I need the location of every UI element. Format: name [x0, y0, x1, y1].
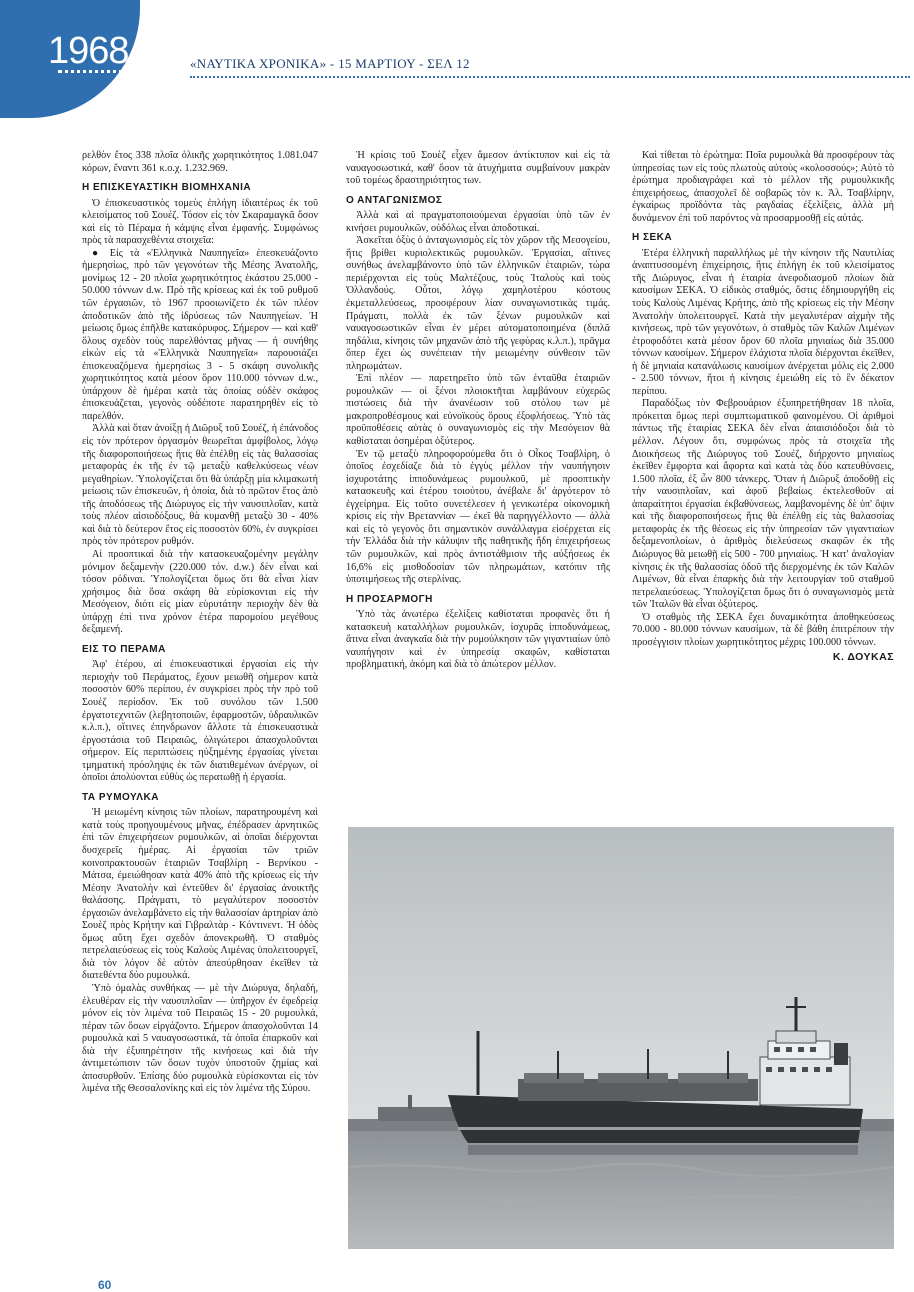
page-number: 60 — [98, 1278, 112, 1292]
paragraph: Ἑτέρα ἑλληνικὴ παραλλήλως μὲ τὴν κίνησιν τῆς Ναυτιλίας ἀναπτυσσομένη ἐπιχείρησις, ἥτις ἐπλήγη ἐκ τοῦ κλεισίματος τῆς Διώρυγος, εἶναι ἡ ἑταιρία ἀνεφοδιασμοῦ πλοίων διὰ καυσίμων ΣΕΚΑ. Ὁ εἰδικὸς σταθμός, ὅστις ἐδημιουργήθη εἰς τοὺς Καλοὺς Λιμένας Κρήτης, ἀπὸ τῆς κρίσεως εἰς τὴν Μέσην Ἀνατολὴν ὑπολειτουργεῖ. Κατὰ τὴν μεγαλυτέραν αἰχμὴν τῆς κινήσεως, πρὸ τῶν γεγονότων, ὁ σταθμὸς τῶν Καλῶν Λιμένων ἐτροφοδότει κατὰ μέσον ὅρον 60 πλοῖα μηνιαίως διὰ 35.000 τόννων καυσίμων. Σήμερον ἐλάχιστα πλοῖα διέρχονται ἐκεῖθεν, ἡ δὲ μηνιαία κατανάλωσις καυσίμων ἀνέρχεται μόλις εἰς 2.000 - 2.500 τόννων, ἤτοι ἡ κίνησις ἐμειώθη εἰς τὸ ἓν δέκατον περίπου. — [632, 247, 894, 397]
paragraph: Ὁ σταθμὸς τῆς ΣΕΚΑ ἔχει δυναμικότητα ἀποθηκεύσεως 70.000 - 80.000 τόννων καυσίμων, τὰ δὲ βάθη ἐπιτρέπουν τὴν προσέγγισιν πλοίων χωρητικότητος μέχρις 100.000 τόννων. — [632, 611, 894, 648]
paragraph: Αἱ προοπτικαὶ διὰ τὴν κατασκευαζομένην μεγάλην μόνιμον δεξαμενὴν (220.000 τόν. d.w.) δὲν εἶναι καὶ τόσον ρόδιναι. Ὑπολογίζεται ὅμως ὅτι θὰ εἶναι λίαν χρήσιμος διὰ ὅσα σκάφη θὰ εὑρίσκονται εἰς τὴν Μεσόγειον, διότι εἰς μίαν εὑρυτάτην περιοχὴν δὲν θὰ ὑπάρχῃ ἐπὶ τινα χρόνον ἑτέρα παρομοίου μεγέθους δεξαμενή. — [82, 548, 318, 636]
paragraph: Ἀλλὰ καὶ αἱ πραγματοποιούμεναι ἐργασίαι ὑπὸ τῶν ἐν κινήσει ρυμουλκῶν, οὐδόλως εἶναι ἀποδοτικαί. — [346, 210, 610, 234]
funnel — [834, 1043, 848, 1065]
paragraph: Ἀφ' ἑτέρου, αἱ ἐπισκευαστικαὶ ἐργασίαι εἰς τὴν περιοχὴν τοῦ Περάματος, ἔχουν μειωθῆ σήμερον κατὰ ποσοστὸν 60% περίπου, ἐν συγκρίσει πρὸς τὴν πρὸ τοῦ Σουὲζ περίοδον. Ἐκ τοῦ συνόλου τῶν 1.500 ἐργατοτεχνιτῶν (λεβητοποιῶν, ἐφαρμοστῶν, ὑδραυλικῶν κ.λ.π.), οἵτινες ἐπηνδρωνον ἄλλοτε τὰ ἐπισκευαστικὰ ἐργοστάσια τοῦ Πειραιῶς, ὀλιγώτεροι ἀπασχολοῦνται σήμερον. Εἰς περιπτώσεις ηὐξημένης ἐργασίας γίνεται τμηματικὴ πρόσληψις ἐκ τῶν διατιθεμένων ἀνέργων, οἱ ὁποῖοι ἀπολύονται εὐθὺς ὡς περατωθῇ ἡ ἐργασία. — [82, 659, 318, 784]
paragraph: Ἡ κρίσις τοῦ Σουὲζ εἶχεν ἄμεσον ἀντίκτυπον καὶ εἰς τὰ ναυαγοσωστικά, καθ' ὅσον τὰ ἀτυχήματα συμβαίνουν μακρὰν τοῦ τομέως δραστηριότητος των. — [346, 150, 610, 187]
paragraph: Ὁ ἐπισκευαστικὸς τομεὺς ἐπλήγη ἰδιαιτέρως ἐκ τοῦ κλεισίματος τοῦ Σουέζ. Τόσον εἰς τὸν Σκαραμαγκᾶ ὅσον καὶ εἰς τὸ Πέραμα ἡ κάμψις εἶναι ἐμφανής. Συμφώνως πρὸς τὰ παρασχεθέντα στοιχεῖα: — [82, 197, 318, 247]
paragraph: Ἐπὶ πλέον — παρετηρεῖτο ὑπὸ τῶν ἐνταῦθα ἑταιριῶν ρυμουλκῶν — οἱ ξένοι πλοιοκτῆται λαμβάνουν εὐχερῶς πιστώσεις διὰ τὴν ἀνανέωσιν τοῦ στόλου των μὲ μακροπροθέσμους καὶ εὐνοϊκοὺς ὅρους ἐξοφλήσεως. Ὑπὸ τὰς προϋποθέσεις αὐτὰς ὁ συναγωνισμὸς εἰς τὴν Μεσόγειον θὰ καθίσταται ὁσημέραι ὀξύτερος. — [346, 373, 610, 448]
column-intro-text: ρελθὸν ἔτος 338 πλοῖα ὁλικῆς χωρητικότητος 1.081.047 κόρων, ἔναντι 361 κ.ο.χ. 1.232.969. — [82, 150, 318, 174]
paragraph: ● Εἰς τὰ «Ἑλληνικὰ Ναυπηγεῖα» ἐπεσκευάζοντο ἡμερησίως, πρὸ τῶν γεγονότων τῆς Μέσης Ἀνατολῆς, μονίμως 12 - 20 πλοῖα χωρητικότητος ἑκάστου 25.000 - 50.000 τόννων d.w. Πρὸ τῆς κρίσεως καὶ ἐκ τοῦ ρυθμοῦ τῶν ἐργασιῶν, τὸ 1967 προοιωνίζετο ἐκ τῶν πλέον ἀποδοτικῶν ἀπὸ τῆς ἱδρύσεως τῶν Ναυπηγείων. Ἡ μείωσις ὅμως ἐπῆλθε κατακόρυφος. Σήμερον — καὶ καθ' ὅλους σχεδὸν τοὺς παρελθόντας μῆνας — ἡ συνήθης εἰκὼν εἰς τὰ «Ἑλληνικὰ Ναυπηγεῖα» παρουσιάζει ἐπισκευαζόμενα ἡμερησίως 3 - 5 σκάφη συνολικῆς χωρητικότητος κατὰ μέσον ὅρον 110.000 τόννων d.w., ὑπάρχουν δὲ ἡμέραι κατὰ τὰς ὁποίας οὐδὲν σκάφος ἐπισκευάζεται, γεγονὸς οὐδέποτε παρατηρηθὲν εἰς τὸ παρελθόν. — [82, 247, 318, 422]
article-column-1 — [82, 150, 318, 1096]
section-heading-perama: ΕΙΣ ΤΟ ΠΕΡΑΜΑ — [82, 643, 166, 655]
header-dotted-rule — [190, 76, 910, 78]
section-heading-adaptation: Η ΠΡΟΣΑΡΜΟΓΗ — [346, 593, 433, 605]
year-label: 1968 — [48, 30, 129, 72]
author-signature: Κ. ΔΟΥΚΑΣ — [832, 651, 894, 664]
ship-photo — [348, 827, 894, 1249]
article-column-3 — [632, 150, 894, 664]
year-dots-divider — [58, 70, 130, 73]
paragraph: Ὑπὸ ὁμαλὰς συνθήκας — μὲ τὴν Διώρυγα, δηλαδή, ἐλευθέραν εἰς τὴν ναυσιπλοΐαν — ὑπῆρχον ἐν ἐφεδρείᾳ μόνον εἰς τὸν λιμένα τοῦ Πειραιῶς 15 - 20 ρυμουλκά, πέραν τῶν ὅσων εἰργάζοντο. Σήμερον ἀπασχολοῦνται 14 ρυμουλκὰ καὶ 5 ναυαγοσωστικά, τὰ ὁποῖα ἐπαρκοῦν καὶ διὰ τὴν ἐξυπηρέτησιν τῆς κινήσεως καὶ διὰ τὴν ἀντιμετώπισιν τῶν ὅσων τυχὸν ὑποστοῦν ζημίας καὶ ἀποσυρθοῦν. Ἐπίσης δύο ρυμουλκὰ εὑρίσκονται εἰς τὸν λιμένα τῆς Θεσσαλονίκης καὶ εἰς τὸν λιμένα τῆς Σύρου. — [82, 983, 318, 1095]
publication-title: «ΝΑΥΤΙΚΑ ΧΡΟΝΙΚΑ» - 15 ΜΑΡΤΙΟΥ - ΣΕΛ 12 — [190, 56, 470, 71]
paragraph: Ἀλλὰ καὶ ὅταν ἀνοίξῃ ἡ Διῶρυξ τοῦ Σουέζ, ἡ ἐπάνοδος εἰς τὸν πρότερον ὀργασμὸν θεωρεῖται ἀμφίβολος, λόγῳ τῆς διαφοροποιήσεως ἥτις θὰ ἐπέλθῃ εἰς τὰς θαλασσίας μεταφορὰς ἐκ τῆς ἐν τῷ μεταξὺ καθελκύσεως νέων μεγαθηρίων. Ὑπολογίζεται ὅτι θὰ ὑπάρξῃ μία κλιμακωτὴ μείωσις τῶν ἐπισκευῶν, ἡ ὁποία, διὰ τὸ πρῶτον ἔτος ἀπὸ τῆς ἀποδόσεως τῆς Διώρυγος εἰς τὴν ναυσιπλοΐαν, κατὰ τοὺς πλέον αἰσιοδόξους, θὰ κυμανθῇ μεταξὺ 30 - 40% καὶ διὰ τὸ δεύτερον ἔτος εἰς ποσοστὸν 60%, ἐν συγκρίσει πρὸς τὸν πρότερον ρυθμόν. — [82, 423, 318, 548]
paragraph: Ἡ μειωμένη κίνησις τῶν πλοίων, παρατηρουμένη καὶ κατὰ τοὺς προηγουμένους μῆνας, ἐπέδρασεν ἀρνητικῶς ἐπὶ τῶν ἐπιχειρήσεων ρυμουλκῶν, αἱ ὁποῖαι διέρχονται δυσχερεῖς ἡμέρας. Αἱ ἐργασίαι τῶν τριῶν κοινοπρακτουσῶν ἑταιριῶν Τσαβλίρη - Βερνίκου - Μάτσα, ἐμειώθησαν κατὰ 40% ἀπὸ τῆς κρίσεως εἰς τὴν Μέσην Ἀνατολὴν καὶ ἐντεῦθεν δι' ἐργασίας ἀνοικτῆς θαλάσσης. Πράγματι, τὸ μεγαλύτερον ποσοστὸν ἐργασιῶν ἀνελαμβάνετο εἰς τὴν θαλασσίαν ἀρτηρίαν ἀπὸ Σουὲζ πρὸς Κρήτην καὶ Γιβραλτὰρ - Κόντινεντ. Ἡ ὁδὸς ὅμως αὕτη ἔχει σχεδὸν ἀπονεκρωθῆ. Ὁ σταθμὸς πετρελαιεύσεως εἰς τοὺς Καλοὺς Λιμένας ὑπολειτουργεῖ, διὰ τὸν λόγον δὲ αὐτὸν ἀπεσύρθησαν ἐκεῖθεν τὰ διατεθέντα δύο ρυμουλκά. — [82, 807, 318, 982]
ship-illustration — [348, 827, 894, 1249]
section-heading-competition: Ο ΑΝΤΑΓΩΝΙΣΜΟΣ — [346, 194, 443, 206]
section-heading-industry: Η ΕΠΙΣΚΕΥΑΣΤΙΚΗ ΒΙΟΜΗΧΑΝΙΑ — [82, 182, 252, 194]
paragraph: Παραδόξως τὸν Φεβρουάριον ἐξυπηρετήθησαν 18 πλοῖα, πρόκειται ὅμως περὶ συμπτωματικοῦ φαινομένου. Οἱ ἀριθμοὶ πάντως τῆς ἑταιρίας ΣΕΚΑ δὲν εἶναι ἀπαισιόδοξοι διὰ τὸ μέλλον. Λέγουν ὅτι, συμφώνως πρὸς τὰ στοιχεῖα τῆς Διοικήσεως τῆς Διώρυγος τοῦ Σουέζ, διήρχοντο μηνιαίως ἐκεῖθεν ἔμφορτα καὶ ἄφορτα καὶ κατὰ τὰς δύο κατευθύνσεις, 1.500 πλοῖα, ἐξ ὧν 800 τάνκερς. Ὅταν ἡ Διῶρυξ ἀποδοθῇ εἰς τὴν ναυσιπλοΐαν, καὶ ἀφοῦ βεβαίως ἐκτελεσθοῦν αἱ ἀπαραίτητοι ἐργασίαι ἐκβαθύνσεως, λαμβανομένης δὲ ὑπ' ὄψιν καὶ τῆς διαφοροποιήσεως ἥτις θὰ ἐπέλθῃ εἰς τὰς θαλασσίας μεταφορὰς ἐκ τῆς θέσεως εἰς τὴν ὑπηρεσίαν τῶν γιγαντιαίων δεξαμενοπλοίων, ὁ ἀριθμὸς διελεύσεως σκαφῶν ἐκ τῆς Διώρυγος θὰ μειωθῇ εἰς 500 - 700 μηνιαίως. Ἡ κατ' ἀναλογίαν κίνησις ἐκ τῆς θαλασσίας ὁδοῦ τῆς διερχομένης ἐκ τῶν Καλῶν Λιμένων, θὰ εἶναι ἐπαρκὴς διὰ τὴν λειτουργίαν τοῦ σταθμοῦ πετρελαιεύσεως. Ὑπολογίζεται ὅμως ὅτι ὁ συναγωνισμὸς μετὰ τῶν Ἰταλῶν θὰ εἶναι ὀξύτερος. — [632, 398, 894, 611]
section-heading-tugboats: ΤΑ ΡΥΜΟΥΛΚΑ — [82, 791, 159, 803]
distant-ship — [378, 1107, 458, 1121]
hull-stripe — [458, 1127, 860, 1130]
paragraph: Ἐν τῷ μεταξὺ πληροφορούμεθα ὅτι ὁ Οἶκος Τσαβλίρη, ὁ ὁποῖος ἐσχεδίαζε διὰ τὸ ἐγγὺς μέλλον τὴν ναυπήγησιν ἰσχυροτάτης ἱπποδυνάμεως ρυμουλκοῦ, μὲ προοπτικὴν κατασκευῆς καὶ ἑτέρου τοιούτου, ἀνέβαλε δι' ἀργότερον τὸ ἐγχείρημα. Εἰς τοῦτο συνετέλεσεν ἡ γενικωτέρα οἰκονομικὴ κρίσις εἰς τὴν Βρεταννίαν — ἐκεῖ θὰ παρηγγέλλοντο — ἀλλὰ καὶ εἰς τὸ γεγονὸς ὅτι σημαντικὸν συνάλλαγμα εἰσέρχεται εἰς τὴν Ἑλλάδα διὰ τὴν κάλυψιν τῆς παθητικῆς ἤδη ἐπιχειρήσεως τῶν ρυμουλκῶν, καὶ πρὸς ἀντιστάθμισιν τῆς αὐξήσεως ἐκ 16,6% εἰς μισθοδοσίαν τῶν πληρωμάτων, κατόπιν τῆς ὑποτιμήσεως τῆς στερλίνας. — [346, 448, 610, 586]
section-heading-seka: Η ΣΕΚΑ — [632, 232, 673, 244]
paragraph: Ὑπὸ τὰς ἀνωτέρω ἐξελίξεις καθίσταται προφανὲς ὅτι ἡ κατασκευὴ καταλλήλων ρυμουλκῶν, ἰσχυρᾶς ἱπποδυνάμεως, ἅτινα εἶναι ἀναγκαῖα διὰ τὴν ρυμούλκησιν τῶν γιγαντιαίων ὑπὸ ναυπήγησιν καὶ ἐν ὑπηρεσίᾳ σκαφῶν, καθίσταται προβληματική, ἀκόμη καὶ διὰ τὸ ἀπώτερον μέλλον. — [346, 609, 610, 671]
paragraph: Ἀσκεῖται ὀξὺς ὁ ἀνταγωνισμὸς εἰς τὸν χῶρον τῆς Μεσογείου, ἥτις βρίθει κυριολεκτικῶς ρυμουλκῶν. Ἐργασίαι, αἵτινες συνήθως ἀνελαμβάνοντο ὑπὸ τῶν ἑλληνικῶν ἑταιριῶν, τώρα περιέρχονται εἰς τοὺς Μαλτέζους, τοὺς Ἰταλοὺς καὶ τοὺς Ὀλλανδούς. Οὗτοι, λόγῳ χαμηλοτέρου κόστους ἐκμεταλλεύσεως, προσφέρουν λίαν συναγωνιστικὰς τιμάς. Πράγματι, πολλὰ ἐκ τῶν ξένων ρυμουλκῶν καὶ ναυαγοσωστικῶν εἶναι ἐν μέρει αὐτοματοποιημένα (διπλᾶ πηδάλια, κίνησις τῶν μηχανῶν ἀπὸ τῆς γεφύρας κ.λ.π.), πρᾶγμα ὅπερ ἔχει ὡς συνέπειαν τὴν μειωμένην σύνθεσιν τῶν πληρωμάτων. — [346, 235, 610, 372]
paragraph: Καὶ τίθεται τὸ ἐρώτημα: Ποῖα ρυμουλκὰ θὰ προσφέρουν τὰς ὑπηρεσίας των εἰς τοὺς πλωτοὺς αὐτοὺς «κολοσσούς»; Αὐτὸ τὸ ἐρώτημα προδιαγράφει καὶ τὸ μέλλον τῆς ρυμουλκικῆς ἐπιχειρήσεως, ἀπασχολεῖ δὲ σοβαρῶς τὸν κ. Ἀλ. Τσαβλίρην, ἐγκαίρως προϊδόντα τὰς ραγδαίας ἐξελίξεις, ἀλλὰ μὴ δυνάμενον ἐπὶ τοῦ παρόντος νὰ προσαρμοσθῇ εἰς αὐτάς. — [632, 150, 894, 224]
article-column-2 — [346, 150, 610, 672]
